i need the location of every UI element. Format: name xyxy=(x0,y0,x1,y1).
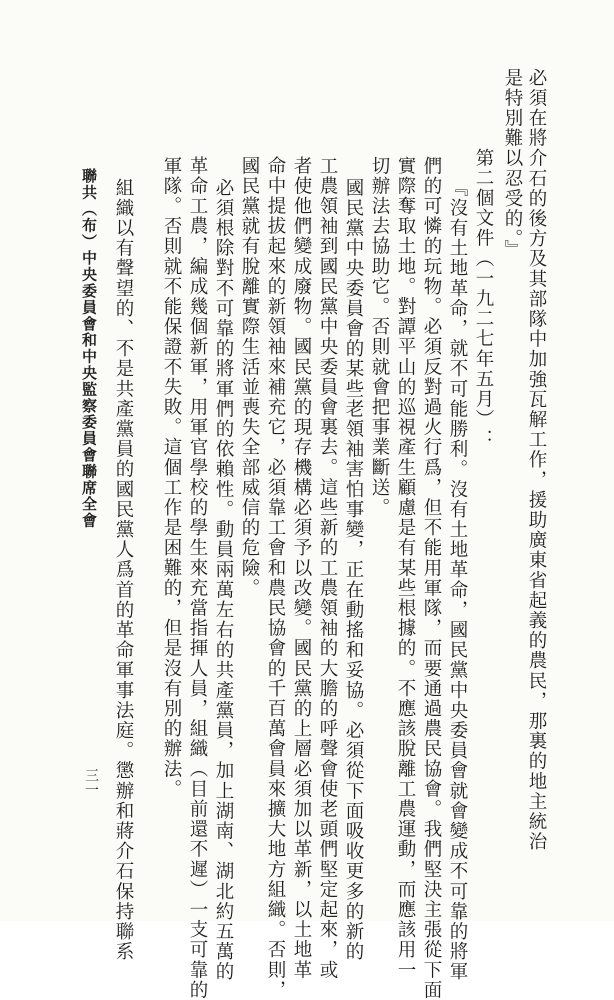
text-column: 者使他們變成廢物。國民黨的現存機構必須予以改變。國民黨的上層必須加以革新，以土地革 xyxy=(291,156,312,981)
text-column: 第二個文件（一九二七年五月）： xyxy=(473,148,494,450)
text-column: 們的可憐的玩物。必須反對過火行爲，但不能用軍隊，而要通過農民協會。我們堅決主張從下面 xyxy=(421,156,442,1000)
text-column: 必須在將介石的後方及其部隊中加強瓦解工作，援助廣東省起義的農民，那裏的地主統治 xyxy=(526,68,547,852)
text-column: 革命工農，編成幾個新軍，用軍官學校的學生來充當指揮人員，組織（目前還不遲）一支可靠的 xyxy=(187,156,208,1000)
text-column: 切辦法去協助它。否則就會把事業斷送。 xyxy=(369,156,390,518)
text-column: 必須根除對不可靠的將軍們的依賴性。動員兩萬左右的共產黨員，加上湖南、湖北約五萬的 xyxy=(213,178,234,982)
text-column: 國民黨中央委員會的某些老領袖害怕事變，正在動搖和妥協。必須從下面吸收更多的新的 xyxy=(343,178,364,962)
text-column: 命中提拔起來的新領袖來補充它，必須靠工會和農民協會的千百萬會員來擴大地方組織。否則， xyxy=(265,156,286,1000)
text-column: 國民黨就有脫離實際生活並喪失全部威信的危險。 xyxy=(239,156,260,599)
text-column: 是特別難以忍受的。』 xyxy=(502,68,523,260)
text-column: 『沒有土地革命，就不可能勝利。沒有土地革命，國民黨中央委員會就會變成不可靠的將軍 xyxy=(447,178,468,982)
text-column: 軍隊。否則就不能保證不失敗。這個工作是困難的，但是沒有別的辦法。 xyxy=(161,156,182,800)
text-column: 組織以有聲望的、不是共產黨員的國民黨人爲首的革命軍事法庭。懲辦和蔣介石保持聯系 xyxy=(113,178,134,962)
page-number: 三一 xyxy=(83,768,99,797)
running-head: 聯共（布）中央委員會和中央監察委員會聯席全會 xyxy=(80,168,98,529)
text-column: 實際奪取土地。對譚平山的巡視產生顧慮是有某些根據的。不應該脫離工農運動，而應該用一 xyxy=(395,156,416,981)
text-column: 工農領袖到國民黨中央委員會裏去。這些新的工農領袖的大膽的呼聲會使老頭們堅定起來，或 xyxy=(317,156,338,981)
